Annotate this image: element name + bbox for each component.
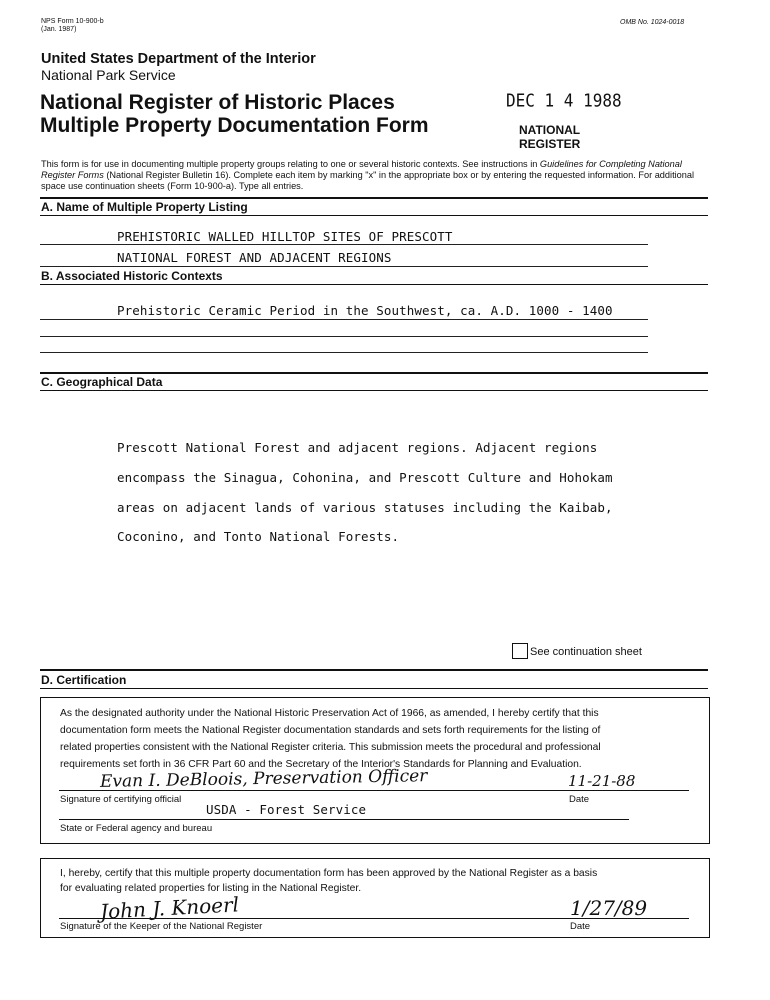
instructions-text: This form is for use in documenting multiple property groups relating to one or several historic contexts. See instructions in Guidelines for Completing National Register Forms (National Register Bulletin 16). Complete each item by marking "x" in the appropriate box or by entering the requested information. For additional space use continuation sheets (Form 10-900-a). Type all entries. — [41, 159, 695, 191]
section-b-heading: B. Associated Historic Contexts — [41, 269, 223, 283]
divider — [40, 669, 708, 671]
continuation-checkbox[interactable] — [512, 643, 528, 659]
entry-line — [40, 319, 648, 320]
geo-data-line-1: Prescott National Forest and adjacent regions. Adjacent regions — [117, 440, 598, 455]
keeper-signature-label: Signature of the Keeper of the National Register — [60, 921, 263, 932]
entry-line — [40, 352, 648, 353]
divider — [40, 688, 708, 689]
omb-number: OMB No. 1024-0018 — [620, 19, 685, 26]
certification-text: As the designated authority under the National Historic Preservation Act of 1966, as amended, I hereby certify that this documentation form meets the National Register documentation standards and sets forth requirements for the listing of related properties consistent with the National Register criteria. This submission meets the procedural and professional requirements set forth in 36 CFR Part 60 and the Secretary of the Interior's Standards for Planning and Evaluation. — [60, 708, 601, 770]
service-name: National Park Service — [41, 67, 176, 83]
geo-data-line-3: areas on adjacent lands of various statuses including the Kaibab, — [117, 500, 613, 515]
certifying-official-signature: Evan I. DeBloois, Preservation Officer — [99, 766, 428, 792]
keeper-signature-line — [59, 918, 689, 919]
keeper-text: I, hereby, certify that this multiple property documentation form has been approved by the National Register as a basis for evaluating related properties for listing in the National Register. — [60, 868, 598, 894]
keeper-date-label: Date — [570, 921, 591, 932]
divider — [40, 197, 708, 199]
certification-date-value: 11-21-88 — [568, 772, 636, 790]
divider — [40, 284, 708, 285]
property-name-line-1: PREHISTORIC WALLED HILLTOP SITES OF PRESCOTT — [117, 229, 453, 244]
divider — [40, 215, 708, 216]
agency-label: State or Federal agency and bureau — [60, 823, 213, 834]
page-title: National Register of Historic Places Multiple Property Documentation Form — [40, 91, 429, 137]
geo-data-line-4: Coconino, and Tonto National Forests. — [117, 529, 400, 544]
section-d-heading: D. Certification — [41, 673, 127, 687]
divider — [40, 372, 708, 374]
entry-line — [40, 336, 648, 337]
department-name: United States Department of the Interior — [41, 51, 316, 67]
section-c-heading: C. Geographical Data — [41, 375, 163, 389]
agency-value: USDA - Forest Service — [206, 802, 367, 817]
geo-data-line-2: encompass the Sinagua, Cohonina, and Prescott Culture and Hohokam — [117, 470, 613, 485]
continuation-label: See continuation sheet — [530, 646, 642, 658]
entry-line — [40, 266, 648, 267]
keeper-signature: John J. Knoerl — [99, 892, 240, 924]
signature-label: Signature of certifying official — [60, 794, 182, 805]
received-stamp-date: DEC 1 4 1988 — [506, 90, 622, 111]
date-label: Date — [569, 794, 590, 805]
divider — [40, 390, 708, 391]
keeper-date-value: 1/27/89 — [570, 896, 648, 920]
historic-context-line: Prehistoric Ceramic Period in the Southwest, ca. A.D. 1000 - 1400 — [117, 303, 613, 318]
received-stamp: NATIONAL REGISTER — [519, 123, 581, 151]
agency-line — [59, 819, 629, 820]
section-a-heading: A. Name of Multiple Property Listing — [41, 200, 248, 214]
form-number: NPS Form 10-900-b (Jan. 1987) — [41, 18, 104, 33]
entry-line — [40, 244, 648, 245]
signature-line — [59, 790, 689, 791]
property-name-line-2: NATIONAL FOREST AND ADJACENT REGIONS — [117, 250, 392, 265]
